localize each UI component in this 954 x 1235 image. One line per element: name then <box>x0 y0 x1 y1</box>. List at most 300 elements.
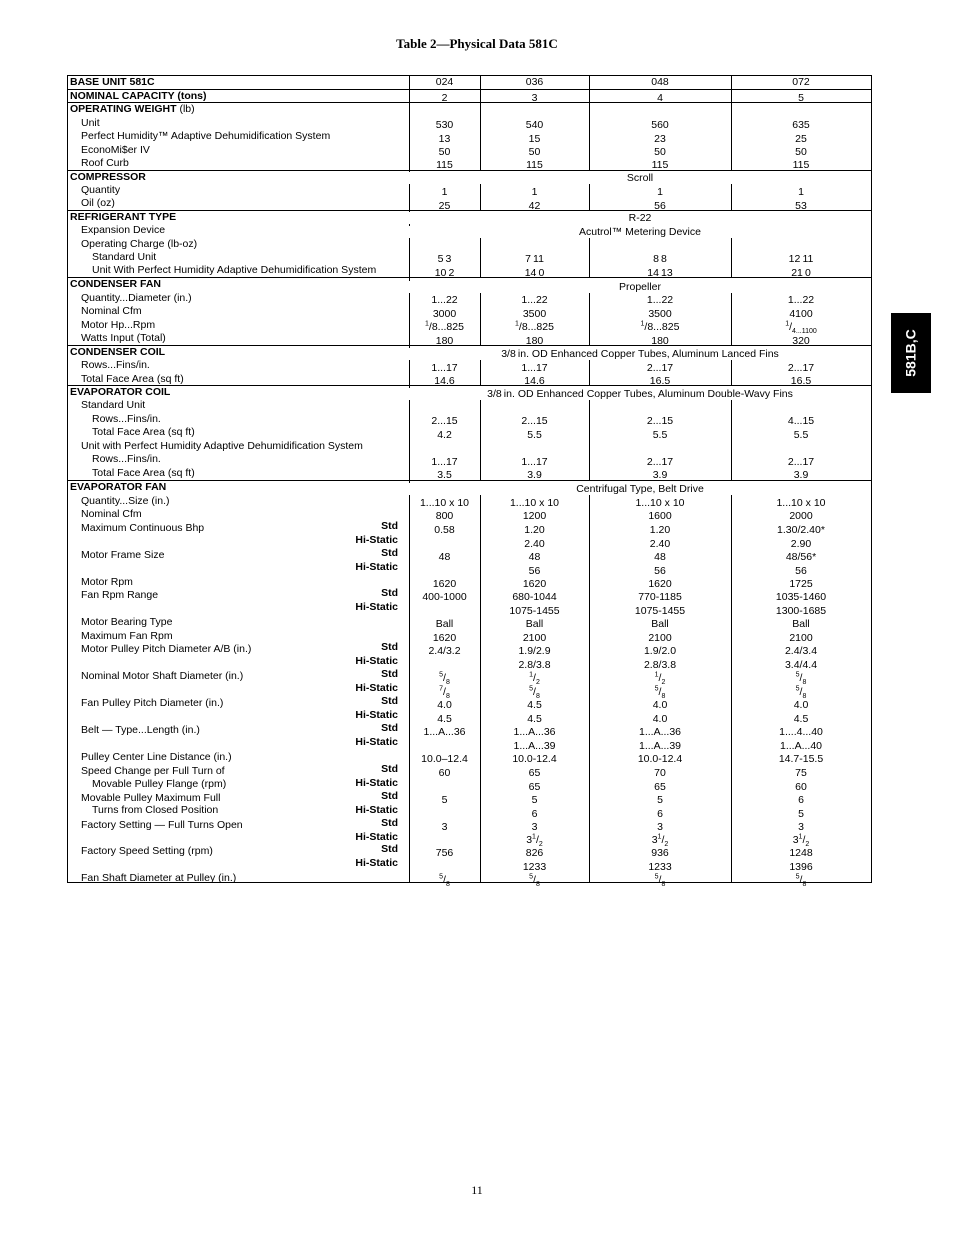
table-cell: 3.9 <box>793 469 809 481</box>
fraction-denominator: 8 <box>445 881 450 889</box>
row-label: Nominal Cfm <box>81 305 142 317</box>
physical-data-table <box>67 75 872 889</box>
hi-static-tag: Hi-Static <box>355 857 398 869</box>
table-cell: 1 <box>798 186 804 198</box>
fraction-slash: / <box>658 686 662 698</box>
table-cell: 14.6 <box>524 375 545 387</box>
section-title: CONDENSER COIL <box>70 346 166 358</box>
table-cell: 5 3 <box>437 253 452 265</box>
row-label: Fan Rpm Range <box>81 589 159 601</box>
condenser-coil-section <box>68 345 871 386</box>
table-cell: 530 <box>435 119 454 131</box>
nominal-capacity-label: NOMINAL CAPACITY (tons) <box>70 90 207 102</box>
table-cell <box>731 685 871 701</box>
table-cell: 4.0 <box>652 713 668 725</box>
table-cell: 1 <box>657 186 663 198</box>
table-cell: 936 <box>651 847 669 859</box>
std-tag: Std <box>381 668 398 680</box>
table-cell: Ball <box>435 618 454 630</box>
fraction-numerator: 7 <box>439 685 444 693</box>
table-cell: 115 <box>526 159 543 171</box>
expansion-device-value: Acutrol™ Metering Device <box>409 226 871 238</box>
table-cell: 4.5 <box>527 699 542 711</box>
fraction-value: 8...825 <box>431 321 464 333</box>
fraction-slash: / <box>661 834 665 846</box>
table-cell: 0.58 <box>434 524 455 536</box>
row-label: Belt — Type...Length (in.) <box>81 724 200 736</box>
table-cell: 7 11 <box>525 253 544 265</box>
fraction-denominator: 8 <box>802 679 807 687</box>
table-cell: 4.5 <box>793 713 809 725</box>
table-cell <box>731 833 871 849</box>
table-cell: 3 <box>531 821 538 833</box>
table-cell: 8 8 <box>653 253 667 265</box>
section-title: REFRIGERANT TYPE <box>70 211 177 223</box>
hi-static-tag: Hi-Static <box>355 804 398 816</box>
table-cell <box>480 671 589 687</box>
table-cell: 50 <box>654 146 666 158</box>
table-cell: 25 <box>438 200 451 212</box>
fraction-slash: / <box>658 874 662 886</box>
std-tag: Std <box>381 547 398 559</box>
table-cell: 65 <box>528 781 541 793</box>
table-cell: 1...A...36 <box>638 726 682 738</box>
fraction-denominator: 8 <box>661 881 666 889</box>
section-tab-label: 581B,C <box>903 329 919 377</box>
table-cell: 2000 <box>789 510 813 522</box>
table-cell: 4.0 <box>652 699 668 711</box>
table-cell: 65 <box>654 781 666 793</box>
model-column-header: 048 <box>651 76 669 88</box>
table-cell: 1300-1685 <box>775 605 827 617</box>
hi-static-tag: Hi-Static <box>355 655 398 667</box>
table-cell <box>409 873 480 889</box>
table-cell: 2100 <box>648 632 672 644</box>
table-cell: 180 <box>525 335 544 347</box>
table-cell: 10.0-12.4 <box>512 753 557 765</box>
table-cell: 1...17 <box>431 362 458 374</box>
row-label: Speed Change per Full Turn of <box>81 765 225 777</box>
condenser-fan-type: Propeller <box>409 281 871 293</box>
capacity-cell: 4 <box>657 92 663 104</box>
table-cell: 5.5 <box>793 429 809 441</box>
table-cell: 1233 <box>522 861 547 873</box>
table-cell: 5 <box>531 794 538 806</box>
table-cell <box>731 873 871 889</box>
table-cell: 65 <box>528 767 541 779</box>
capacity-cell: 2 <box>441 92 448 104</box>
row-label: Movable Pulley Maximum Full <box>81 792 221 804</box>
fraction-numerator: 1 <box>640 320 645 328</box>
table-cell: 3 <box>441 821 448 833</box>
row-label: Nominal Motor Shaft Diameter (in.) <box>81 670 244 682</box>
table-cell: 14.7-15.5 <box>778 753 824 765</box>
fraction-slash: / <box>533 672 536 684</box>
table-cell: 1...17 <box>431 456 458 468</box>
table-cell: 56 <box>654 200 666 212</box>
table-cell: 826 <box>525 847 544 859</box>
table-cell: 1...10 x 10 <box>635 497 685 509</box>
table-cell: 1.30/2.40* <box>777 524 825 536</box>
table-cell: 1...22 <box>787 294 815 306</box>
table-cell <box>409 671 480 687</box>
table-cell: 6 <box>798 794 804 806</box>
table-cell: 2...17 <box>787 362 815 374</box>
fraction-denominator: 8 <box>445 693 450 701</box>
fraction-numerator: 1 <box>515 320 519 328</box>
hi-static-tag: Hi-Static <box>355 777 398 789</box>
row-label: Total Face Area (sq ft) <box>81 373 184 385</box>
table-cell: 756 <box>435 847 454 859</box>
table-cell: 1...10 x 10 <box>509 497 560 509</box>
row-label: Expansion Device <box>81 224 166 236</box>
table-cell: 1.9/2.9 <box>518 645 551 657</box>
table-cell: 1620 <box>432 632 457 644</box>
fraction-slash: / <box>799 686 803 698</box>
table-cell: 4...15 <box>787 415 815 427</box>
fraction-slash: / <box>533 874 536 886</box>
fraction-numerator: 1 <box>657 833 662 841</box>
fraction-numerator: 1 <box>785 320 790 328</box>
table-cell: 14 13 <box>647 267 673 279</box>
table-cell <box>409 685 480 701</box>
table-cell: 12 11 <box>788 253 814 265</box>
table-cell: 2...15 <box>646 415 674 427</box>
table-cell <box>731 671 871 687</box>
fraction-numerator: 1 <box>529 671 534 679</box>
table-cell: 1075-1455 <box>509 605 560 617</box>
table-cell: 2.40 <box>524 538 545 550</box>
fraction-slash: / <box>443 672 446 684</box>
table-cell: 5.5 <box>652 429 668 441</box>
table-cell: 1233 <box>648 861 672 873</box>
compressor-type: Scroll <box>409 172 871 184</box>
table-cell: 4.2 <box>437 429 452 441</box>
table-cell: Ball <box>792 618 810 630</box>
row-label: Rows...Fins/in. <box>92 453 161 465</box>
row-label: Nominal Cfm <box>81 508 142 520</box>
table-cell: 1...A...36 <box>423 726 466 738</box>
table-cell: 115 <box>651 159 669 171</box>
section-title: EVAPORATOR COIL <box>70 386 171 398</box>
table-cell: 15 <box>528 133 541 145</box>
fraction-numerator: 1 <box>532 833 536 841</box>
table-cell: 2.8/3.8 <box>518 659 551 671</box>
table-cell: 115 <box>436 159 453 171</box>
section-tab <box>891 313 931 393</box>
evaporator-coil-type: 3/8 in. OD Enhanced Copper Tubes, Aluminum Double-Wavy Fins <box>409 388 871 400</box>
row-label: Total Face Area (sq ft) <box>92 426 195 438</box>
fraction-slash: / <box>644 321 648 333</box>
fraction-numerator: 5 <box>795 685 800 693</box>
row-label: Motor Pulley Pitch Diameter A/B (in.) <box>81 643 252 655</box>
table-cell: 56 <box>654 565 666 577</box>
section-title <box>70 103 195 115</box>
table-cell: 2100 <box>789 632 813 644</box>
table-cell: 50 <box>795 146 807 158</box>
table-cell: 1 <box>441 186 448 198</box>
hi-static-tag: Hi-Static <box>355 682 398 694</box>
table-cell: 1620 <box>432 578 457 590</box>
table-cell: 21 0 <box>791 267 811 279</box>
table-cell: 70 <box>654 767 666 779</box>
table-cell: 180 <box>435 335 454 347</box>
fraction-numerator: 5 <box>529 873 534 881</box>
table-cell: 3.9 <box>527 469 542 481</box>
table-cell: 320 <box>792 335 810 347</box>
table-cell <box>480 321 589 333</box>
table-cell: 1725 <box>789 578 813 590</box>
table-cell: 1.20 <box>649 524 671 536</box>
table-cell: 53 <box>795 200 807 212</box>
table-cell: 75 <box>795 767 807 779</box>
table-cell: 10 2 <box>434 267 455 279</box>
fraction-denominator: 8 <box>661 693 666 701</box>
row-label: Watts Input (Total) <box>81 332 166 344</box>
std-tag: Std <box>381 641 398 653</box>
fraction-slash: / <box>799 874 803 886</box>
row-label: Maximum Continuous Bhp <box>81 522 205 534</box>
table-cell: 48 <box>654 551 666 563</box>
fraction-denominator: 2 <box>535 679 540 687</box>
table-cell: 6 <box>657 808 663 820</box>
fraction-slash: / <box>799 672 803 684</box>
table-cell: 50 <box>438 146 451 158</box>
row-label: Fan Shaft Diameter at Pulley (in.) <box>81 872 237 884</box>
table-cell: 1...22 <box>521 294 548 306</box>
model-column-header: 036 <box>525 76 544 88</box>
table-cell: 1075-1455 <box>634 605 686 617</box>
table-cell: 16.5 <box>649 375 671 387</box>
table-cell: 4.5 <box>437 713 452 725</box>
hi-static-tag: Hi-Static <box>355 561 398 573</box>
table-cell: 50 <box>528 146 541 158</box>
table-cell: 3000 <box>432 308 457 320</box>
table-cell: 2.4/3.2 <box>428 645 461 657</box>
table-cell <box>589 321 731 333</box>
evaporator-coil-section <box>68 385 871 481</box>
row-label: Quantity...Size (in.) <box>81 495 170 507</box>
fraction-slash: / <box>518 321 522 333</box>
row-label: Fan Pulley Pitch Diameter (in.) <box>81 697 224 709</box>
table-cell <box>480 873 589 889</box>
fraction-denominator: 8 <box>535 881 540 889</box>
table-cell <box>480 685 589 701</box>
fraction-slash: / <box>535 834 539 846</box>
row-label: Unit <box>81 117 100 129</box>
row-label: EconoMi$er IV <box>81 144 150 156</box>
section-title: EVAPORATOR FAN <box>70 481 167 493</box>
table-cell: 3500 <box>522 308 547 320</box>
table-cell <box>589 671 731 687</box>
model-column-header: 024 <box>435 76 454 88</box>
table-cell: 1620 <box>648 578 672 590</box>
evaporator-fan-section <box>68 480 871 889</box>
hi-static-tag: Hi-Static <box>355 534 398 546</box>
table-cell: 60 <box>438 767 451 779</box>
table-cell: 48 <box>528 551 541 563</box>
fraction-whole: 3 <box>526 834 533 846</box>
section-title-text: OPERATING WEIGHT <box>70 103 177 115</box>
fraction-slash: / <box>443 874 446 886</box>
row-label: Quantity...Diameter (in.) <box>81 292 192 304</box>
table-cell: 540 <box>525 119 544 131</box>
table-cell: 1.20 <box>524 524 545 536</box>
table-cell: 2...15 <box>521 415 548 427</box>
table-cell: 1.9/2.0 <box>643 645 677 657</box>
row-label: Operating Charge (lb-oz) <box>81 238 198 250</box>
table-cell: 1...17 <box>521 362 548 374</box>
row-label: Roof Curb <box>81 157 129 169</box>
row-label: Turns from Closed Position <box>92 804 219 816</box>
table-cell: 48 <box>438 551 451 563</box>
std-tag: Std <box>381 790 398 802</box>
table-cell: 25 <box>795 133 807 145</box>
table-cell: 16.5 <box>790 375 812 387</box>
table-cell: 1600 <box>648 510 672 522</box>
fraction-slash: / <box>802 834 806 846</box>
refrigerant-type: R-22 <box>409 212 871 224</box>
fraction-numerator: 5 <box>439 671 444 679</box>
fraction-whole: 3 <box>792 834 799 846</box>
std-tag: Std <box>381 695 398 707</box>
row-label: Standard Unit <box>92 251 157 263</box>
row-label: Perfect Humidity™ Adaptive Dehumidification System <box>81 130 331 142</box>
table-cell: 2.8/3.8 <box>643 659 677 671</box>
table-cell: 14.6 <box>434 375 455 387</box>
row-label: Total Face Area (sq ft) <box>92 467 195 479</box>
hi-static-tag: Hi-Static <box>355 601 398 613</box>
table-cell: 5 <box>798 808 804 820</box>
fraction-denominator: 8 <box>535 693 540 701</box>
table-cell: 1396 <box>789 861 813 873</box>
fraction-numerator: 5 <box>654 685 659 693</box>
fraction-numerator: 5 <box>529 685 534 693</box>
table-cell: 770-1185 <box>638 591 682 603</box>
table-cell: 56 <box>795 565 807 577</box>
table-cell: 60 <box>795 781 807 793</box>
table-cell: 5.5 <box>527 429 542 441</box>
table-cell: 2...17 <box>787 456 815 468</box>
table-cell: 2...17 <box>646 362 674 374</box>
hi-static-tag: Hi-Static <box>355 736 398 748</box>
table-cell: 800 <box>435 510 454 522</box>
std-tag: Std <box>381 817 398 829</box>
hi-static-tag: Hi-Static <box>355 831 398 843</box>
table-cell: 1 <box>531 186 538 198</box>
table-cell: 10.0-12.4 <box>637 753 683 765</box>
row-label: Motor Bearing Type <box>81 616 173 628</box>
fraction-value: 8...825 <box>647 321 680 333</box>
table-cell: 115 <box>792 159 810 171</box>
table-cell: 2100 <box>522 632 547 644</box>
table-cell: 5 <box>441 794 448 806</box>
table-cell: 1...17 <box>521 456 548 468</box>
fraction-denominator: 8 <box>445 679 450 687</box>
fraction-denominator: 8 <box>802 881 807 889</box>
table-cell: 3.4/4.4 <box>784 659 818 671</box>
table-cell: 400-1000 <box>422 591 467 603</box>
table-cell: 1....4...40 <box>779 726 823 738</box>
fraction-numerator: 5 <box>439 873 444 881</box>
table-cell: 1248 <box>789 847 813 859</box>
table-cell: 1...10 x 10 <box>776 497 826 509</box>
row-label: Factory Speed Setting (rpm) <box>81 845 213 857</box>
fraction-denominator: 8 <box>802 693 807 701</box>
table-cell: 3.9 <box>652 469 668 481</box>
table-cell: 4.0 <box>793 699 809 711</box>
table-cell: 6 <box>531 808 538 820</box>
fraction-denominator: 2 <box>664 841 669 849</box>
table-cell: 560 <box>651 119 669 131</box>
row-label: Movable Pulley Flange (rpm) <box>92 778 227 790</box>
evaporator-fan-type: Centrifugal Type, Belt Drive <box>409 483 871 495</box>
fraction-numerator: 1 <box>425 320 429 328</box>
table-cell: 1...A...39 <box>513 740 556 752</box>
fraction-whole: 3 <box>651 834 658 846</box>
table-cell: 48/56* <box>785 551 817 563</box>
table-cell: 1...A...39 <box>638 740 682 752</box>
table-cell: 4.0 <box>437 699 452 711</box>
table-cell: 3 <box>657 821 663 833</box>
fraction-numerator: 5 <box>795 671 800 679</box>
std-tag: Std <box>381 722 398 734</box>
table-cell: 2...15 <box>431 415 458 427</box>
fraction-denominator: 2 <box>661 679 666 687</box>
table-cell: 1...22 <box>431 294 458 306</box>
row-label: Standard Unit <box>81 399 146 411</box>
fraction-denominator: 2 <box>538 841 543 849</box>
std-tag: Std <box>381 763 398 775</box>
fraction-denominator: 2 <box>805 841 810 849</box>
row-label: Unit With Perfect Humidity Adaptive Dehumidification System <box>92 264 377 276</box>
table-cell: 1...22 <box>646 294 674 306</box>
table-cell: 2.40 <box>649 538 671 550</box>
row-label: Pulley Center Line Distance (in.) <box>81 751 232 763</box>
table-cell: 42 <box>528 200 541 212</box>
table-cell: 680-1044 <box>512 591 557 603</box>
fraction-value: 4...1100 <box>792 328 817 336</box>
model-column-header: 072 <box>792 76 810 88</box>
condenser-coil-type: 3/8 in. OD Enhanced Copper Tubes, Aluminum Lanced Fins <box>409 348 871 360</box>
table-cell: 1...10 x 10 <box>419 497 470 509</box>
fraction-numerator: 1 <box>798 833 803 841</box>
table-cell: 3.5 <box>437 469 452 481</box>
table-cell: 635 <box>792 119 810 131</box>
header-row <box>68 76 871 90</box>
row-label: Maximum Fan Rpm <box>81 630 173 642</box>
table-cell: 13 <box>438 133 451 145</box>
fraction-slash: / <box>789 321 793 333</box>
table-cell: 1...A...40 <box>779 740 823 752</box>
row-label: Oil (oz) <box>81 197 115 209</box>
page-number: 11 <box>471 1183 483 1197</box>
table-cell: 4.5 <box>527 713 542 725</box>
table-cell <box>589 833 731 849</box>
std-tag: Std <box>381 587 398 599</box>
table-cell: Ball <box>525 618 544 630</box>
table-cell: 1200 <box>522 510 547 522</box>
fraction-slash: / <box>443 686 446 698</box>
table-cell: Ball <box>651 618 669 630</box>
capacity-cell: 5 <box>798 92 804 104</box>
std-tag: Std <box>381 520 398 532</box>
capacity-cell: 3 <box>531 92 538 104</box>
row-label: Motor Rpm <box>81 576 133 588</box>
table-cell <box>731 320 871 336</box>
page-title: Table 2—Physical Data 581C <box>396 36 558 51</box>
std-tag: Std <box>381 843 398 855</box>
